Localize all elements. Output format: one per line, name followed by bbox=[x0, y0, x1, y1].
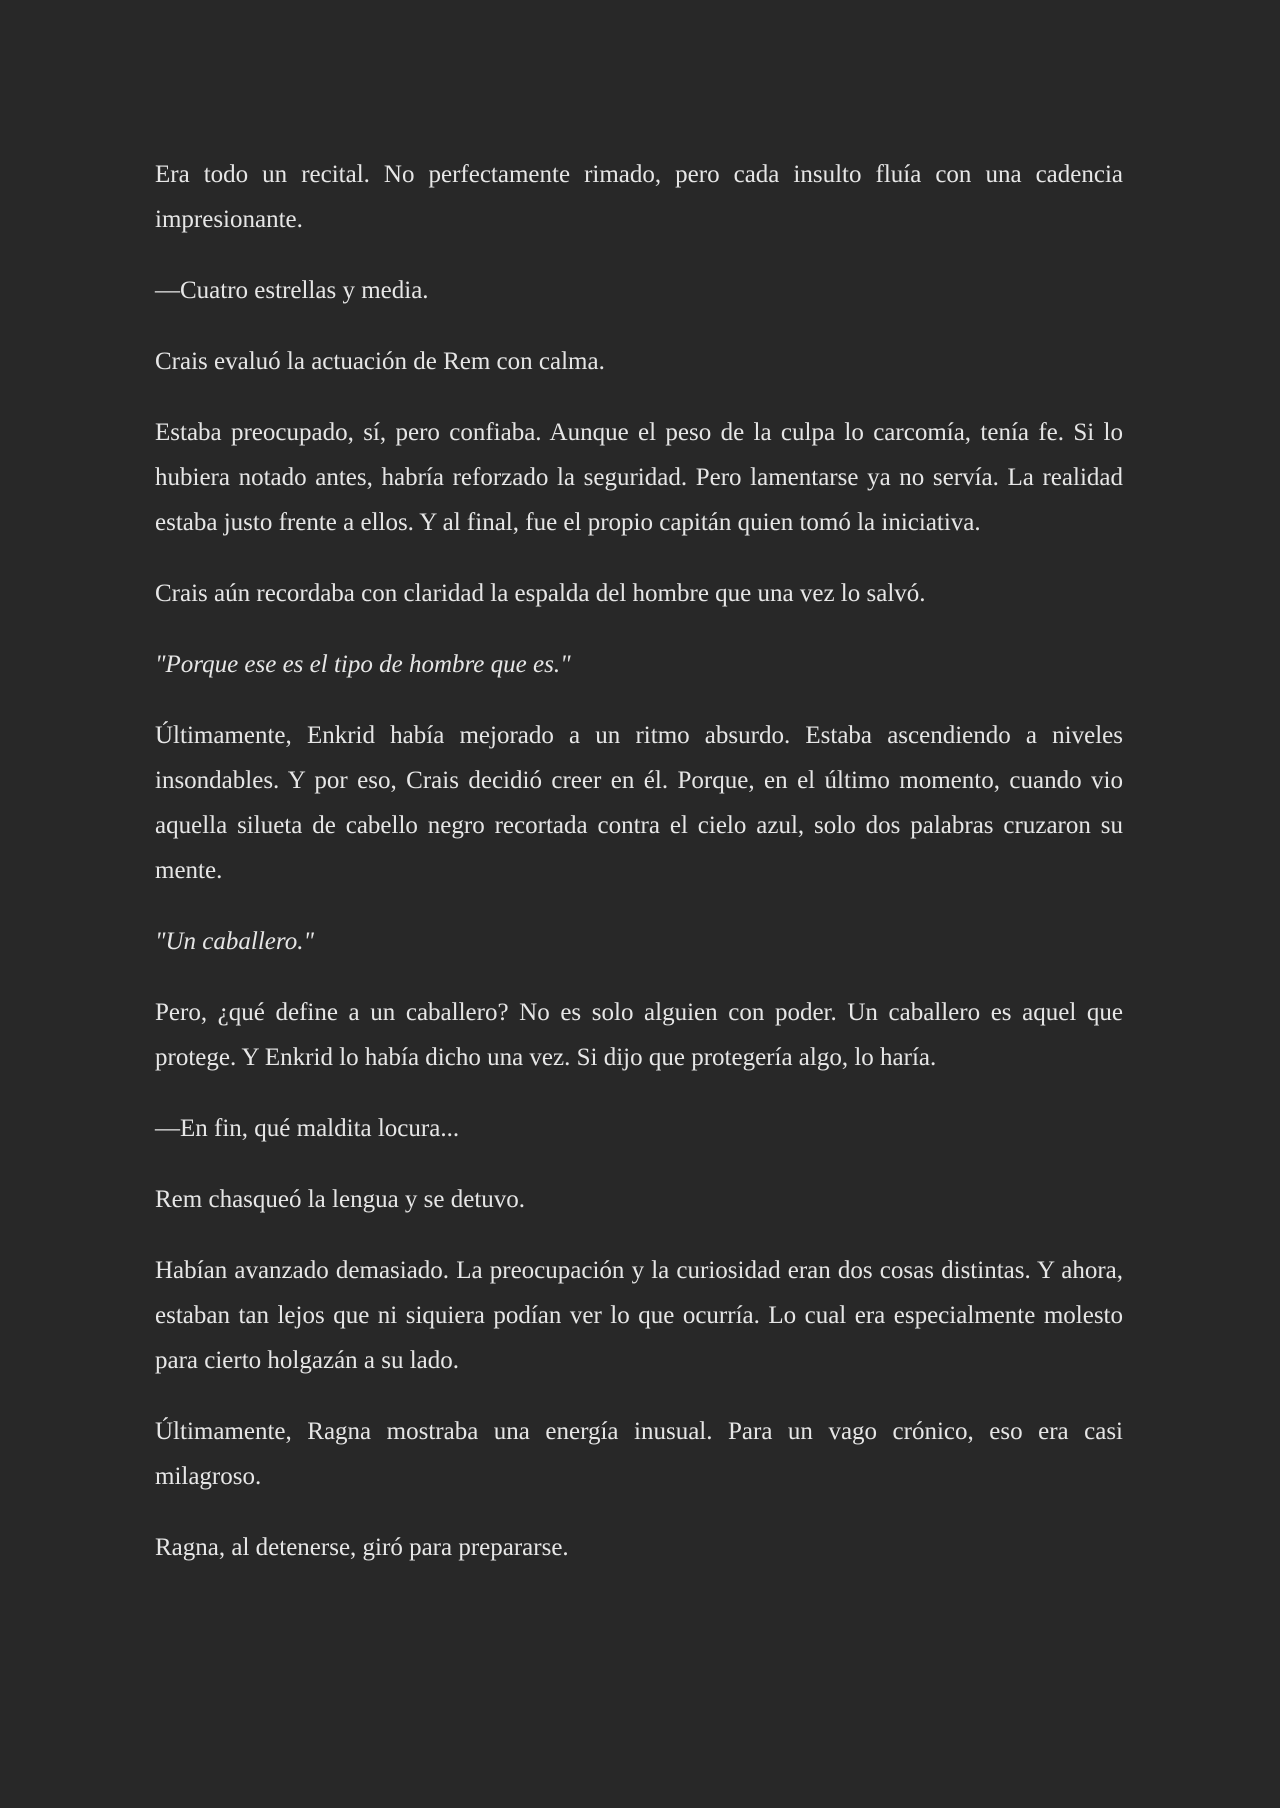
paragraph-dialogue: —Cuatro estrellas y media. bbox=[155, 277, 429, 304]
paragraph: Estaba preocupado, sí, pero confiaba. Aunque el peso de la culpa lo carcomía, tenía fe. Si lo hubiera notado antes, habría reforzado la seguridad. Pero lamentarse ya no servía. La realidad estaba justo frente a ellos. Y al final, fue el propio capitán quien tomó la iniciativa. bbox=[155, 419, 1123, 536]
paragraph: Era todo un recital. No perfectamente rimado, pero cada insulto fluía con una cadencia impresionante. bbox=[155, 161, 1123, 233]
paragraph: Ragna, al detenerse, giró para prepararse. bbox=[155, 1534, 569, 1561]
paragraph: Crais evaluó la actuación de Rem con calma. bbox=[155, 348, 605, 375]
paragraph: Rem chasqueó la lengua y se detuvo. bbox=[155, 1186, 526, 1213]
paragraph-thought: "Porque ese es el tipo de hombre que es." bbox=[155, 651, 571, 678]
paragraph-dialogue: —En fin, qué maldita locura... bbox=[155, 1115, 460, 1142]
paragraph: Crais aún recordaba con claridad la espalda del hombre que una vez lo salvó. bbox=[155, 580, 926, 607]
paragraph: Últimamente, Ragna mostraba una energía inusual. Para un vago crónico, eso era casi milagroso. bbox=[155, 1418, 1123, 1490]
paragraph: Habían avanzado demasiado. La preocupación y la curiosidad eran dos cosas distintas. Y ahora, estaban tan lejos que ni siquiera podían ver lo que ocurría. Lo cual era especialmente molesto para cierto holgazán a su lado. bbox=[155, 1257, 1123, 1374]
paragraph: Últimamente, Enkrid había mejorado a un ritmo absurdo. Estaba ascendiendo a niveles insondables. Y por eso, Crais decidió creer en él. Porque, en el último momento, cuando vio aquella silueta de cabello negro recortada contra el cielo azul, solo dos palabras cruzaron su mente. bbox=[155, 722, 1123, 884]
reading-page bbox=[155, 152, 1123, 1596]
paragraph-thought: "Un caballero." bbox=[155, 928, 314, 955]
paragraph: Pero, ¿qué define a un caballero? No es solo alguien con poder. Un caballero es aquel que protege. Y Enkrid lo había dicho una vez. Si dijo que protegería algo, lo haría. bbox=[155, 999, 1123, 1071]
